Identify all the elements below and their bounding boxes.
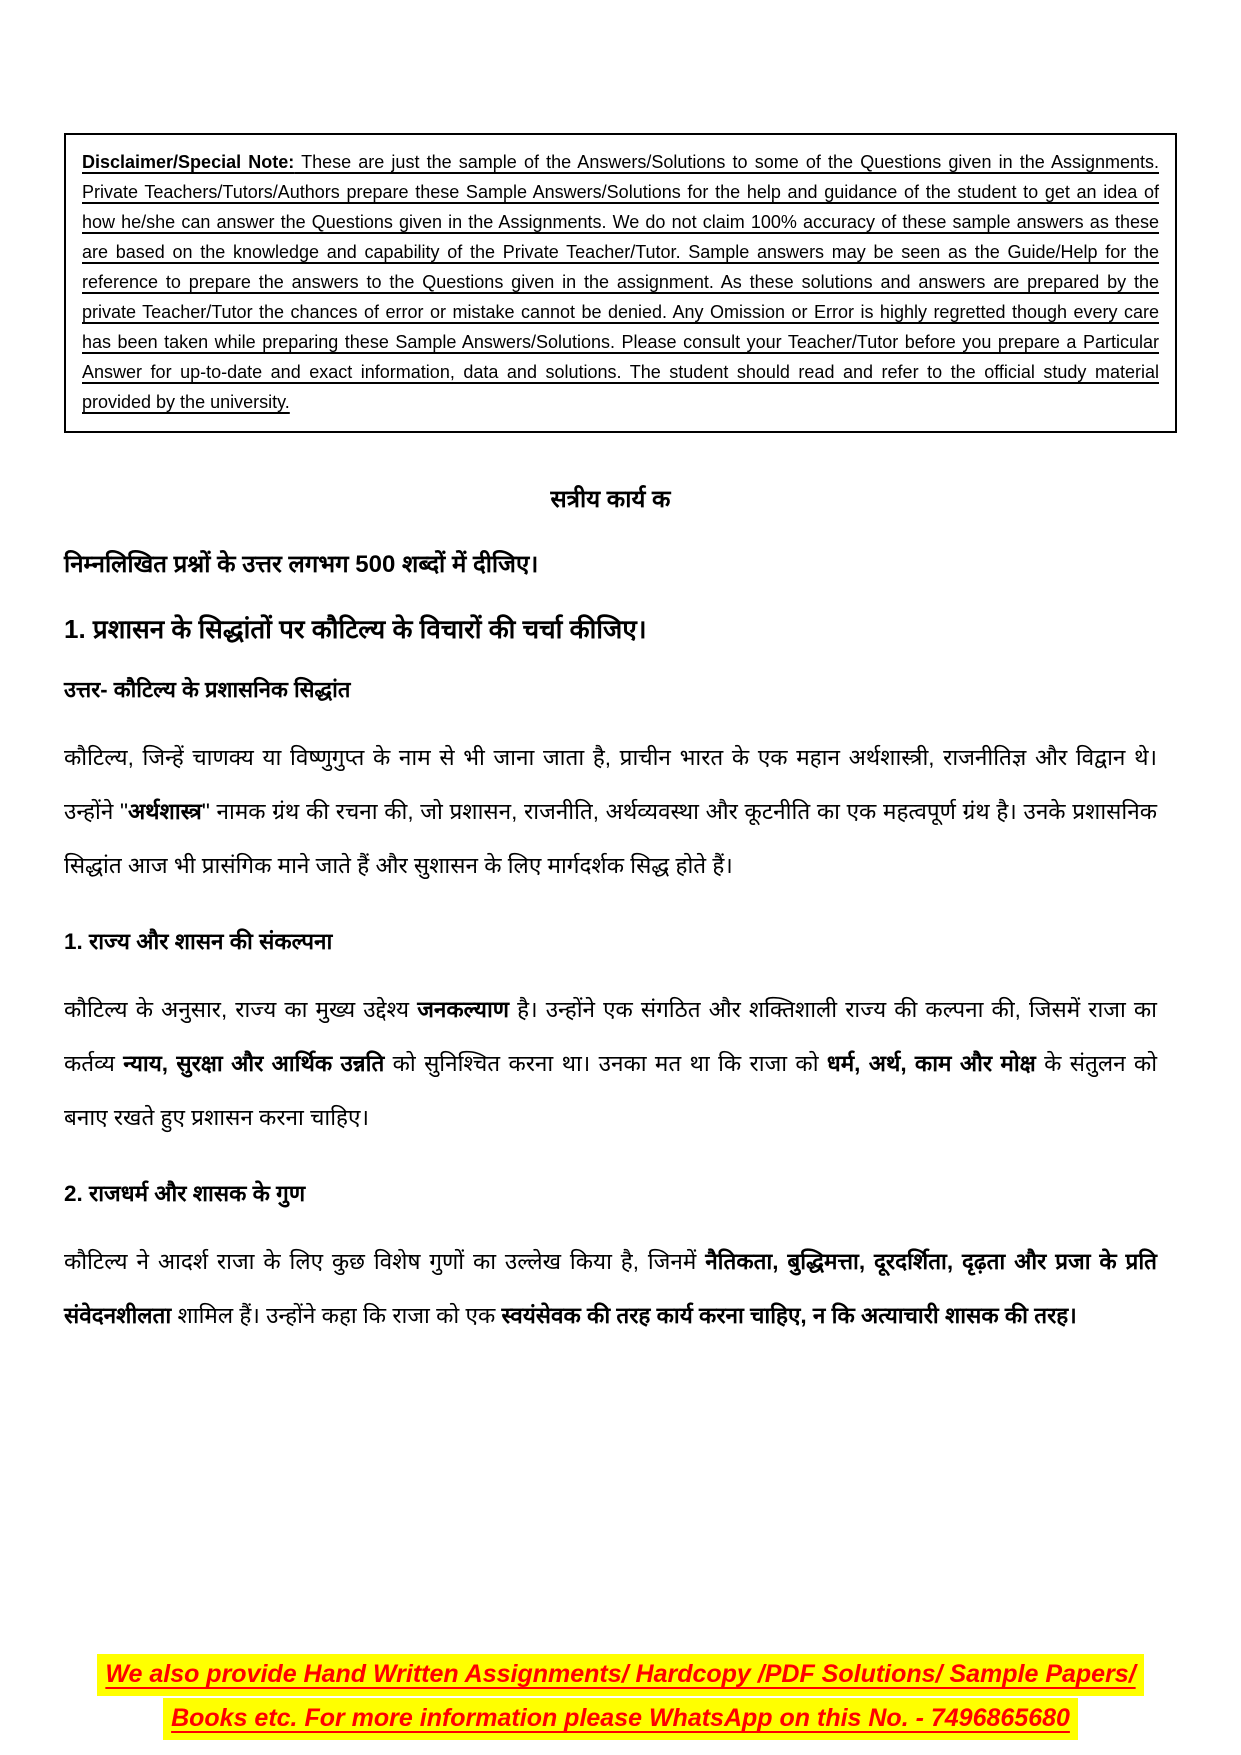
- promo-line-2: Books etc. For more information please WhatsApp on this No. - 7496865680: [163, 1698, 1078, 1740]
- section-heading-1: 1. राज्य और शासन की संकल्पना: [64, 929, 333, 954]
- section-heading-2: 2. राजधर्म और शासक के गुण: [64, 1181, 306, 1206]
- paragraph-ruler-qualities: कौटिल्य ने आदर्श राजा के लिए कुछ विशेष गुणों का उल्लेख किया है, जिनमें नैतिकता, बुद्धिमत्ता, दूरदर्शिता, दृढ़ता और प्रजा के प्रति संवेदनशीलता शामिल हैं। उन्होंने कहा कि राजा को एक स्वयंसेवक की तरह कार्य करना चाहिए, न कि अत्याचारी शासक की तरह।: [64, 1249, 1157, 1328]
- assignment-content: [64, 483, 1157, 1343]
- paragraph-state-concept: कौटिल्य के अनुसार, राज्य का मुख्य उद्देश्य जनकल्याण है। उन्होंने एक संगठित और शक्तिशाली राज्य की कल्पना की, जिसमें राजा का कर्तव्य न्याय, सुरक्षा और आर्थिक उन्नति को सुनिश्चित करना था। उनका मत था कि राजा को धर्म, अर्थ, काम और मोक्ष के संतुलन को बनाए रखते हुए प्रशासन करना चाहिए।: [64, 997, 1158, 1130]
- disclaimer-box: [64, 133, 1177, 433]
- instruction-text: निम्नलिखित प्रश्नों के उत्तर लगभग 500 शब्दों में दीजिए।: [64, 551, 539, 578]
- section-title: सत्रीय कार्य क: [550, 486, 671, 513]
- disclaimer-text: Disclaimer/Special Note: These are just the sample of the Answers/Solutions to some of the Questions given in the Assignments. Private Teachers/Tutors/Authors prepare these Sample Answers/Solutions for the help and guidance of the student to get an idea of how he/she can answer the Questions given in the Assignments. We do not claim 100% accuracy of these sample answers as these are based on the knowledge and capability of the Private Teacher/Tutor. Sample answers may be seen as the Guide/Help for the reference to prepare the answers to the Questions given in the assignment. As these solutions and answers are prepared by the private Teacher/Tutor the chances of error or mistake cannot be denied. Any Omission or Error is highly regretted though every care has been taken while preparing these Sample Answers/Solutions. Please consult your Teacher/Tutor before you prepare a Particular Answer for up-to-date and exact information, data and solutions. The student should read and refer to the official study material provided by the university.: [82, 152, 1159, 412]
- answer-heading: उत्तर- कौटिल्य के प्रशासनिक सिद्धांत: [64, 677, 351, 702]
- promo-banner: [0, 1652, 1241, 1740]
- paragraph-intro: कौटिल्य, जिन्हें चाणक्य या विष्णुगुप्त के नाम से भी जाना जाता है, प्राचीन भारत के एक महान अर्थशास्त्री, राजनीतिज्ञ और विद्वान थे। उन्होंने "अर्थशास्त्र" नामक ग्रंथ की रचना की, जो प्रशासन, राजनीति, अर्थव्यवस्था और कूटनीति का एक महत्वपूर्ण ग्रंथ है। उनके प्रशासनिक सिद्धांत आज भी प्रासंगिक माने जाते हैं और सुशासन के लिए मार्गदर्शक सिद्ध होते हैं।: [64, 745, 1157, 878]
- question-1: 1. प्रशासन के सिद्धांतों पर कौटिल्य के विचारों की चर्चा कीजिए।: [64, 614, 647, 644]
- promo-line-1: We also provide Hand Written Assignments/ Hardcopy /PDF Solutions/ Sample Papers/: [97, 1654, 1143, 1696]
